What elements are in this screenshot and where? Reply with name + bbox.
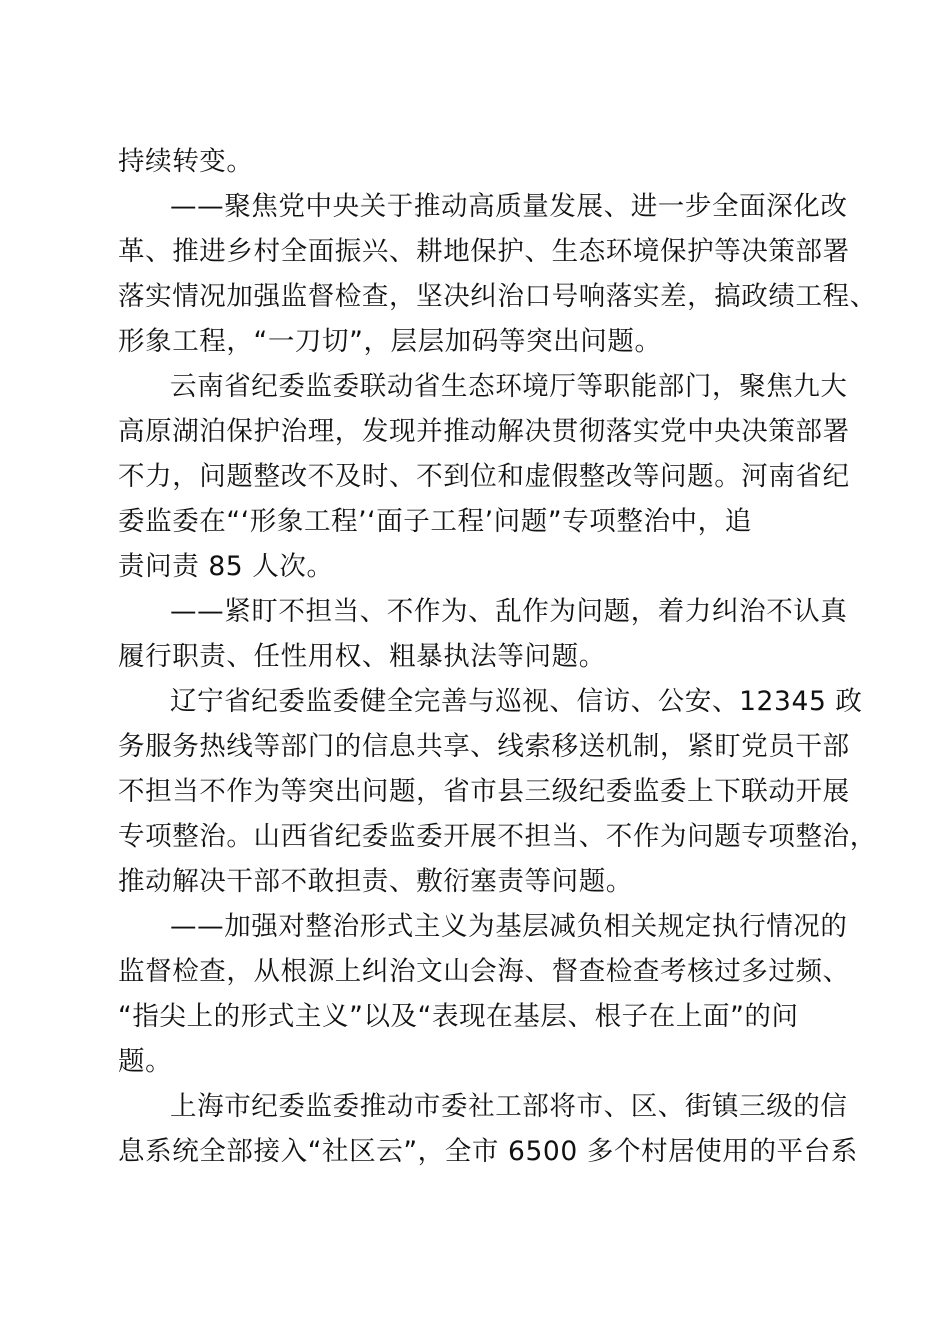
text-line: 监督检查，从根源上纠治文山会海、督查检查考核过多过频、 [118, 956, 850, 987]
text-line: 题。 [118, 1046, 173, 1077]
text-line: 不力，问题整改不及时、不到位和虚假整改等问题。河南省纪 [118, 461, 850, 492]
text-line: ——紧盯不担当、不作为、乱作为问题，着力纠治不认真 [170, 596, 848, 627]
text-line: 云南省纪委监委联动省生态环境厅等职能部门，聚焦九大 [170, 371, 848, 402]
text-line: ——加强对整治形式主义为基层减负相关规定执行情况的 [170, 911, 848, 942]
text-line: 上海市纪委监委推动市委社工部将市、区、街镇三级的信 [170, 1091, 848, 1122]
text-line: 推动解决干部不敢担责、敷衍塞责等问题。 [118, 866, 633, 897]
text-line: ——聚焦党中央关于推动高质量发展、进一步全面深化改 [170, 191, 848, 222]
text-line: 辽宁省纪委监委健全完善与巡视、信访、公安、12345 政 [170, 686, 863, 717]
text-line: 不担当不作为等突出问题，省市县三级纪委监委上下联动开展 [118, 776, 850, 807]
text-line: 委监委在“‘形象工程’‘面子工程’问题”专项整治中，追 [118, 506, 752, 537]
text-line: 持续转变。 [118, 146, 254, 177]
text-line: 高原湖泊保护治理，发现并推动解决贯彻落实党中央决策部署 [118, 416, 850, 447]
text-line: 务服务热线等部门的信息共享、线索移送机制，紧盯党员干部 [118, 731, 850, 762]
text-line: “指尖上的形式主义”以及“表现在基层、根子在上面”的问 [118, 1001, 799, 1032]
text-line: 革、推进乡村全面振兴、耕地保护、生态环境保护等决策部署 [118, 236, 850, 267]
text-line: 责问责 85 人次。 [118, 551, 334, 582]
text-line: 履行职责、任性用权、粗暴执法等问题。 [118, 641, 606, 672]
text-line: 专项整治。山西省纪委监委开展不担当、不作为问题专项整治， [118, 821, 877, 852]
text-line: 形象工程，“一刀切”，层层加码等突出问题。 [118, 326, 662, 357]
text-line: 落实情况加强监督检查，坚决纠治口号响落实差，搞政绩工程、 [118, 281, 877, 312]
text-line: 息系统全部接入“社区云”，全市 6500 多个村居使用的平台系 [118, 1136, 858, 1167]
